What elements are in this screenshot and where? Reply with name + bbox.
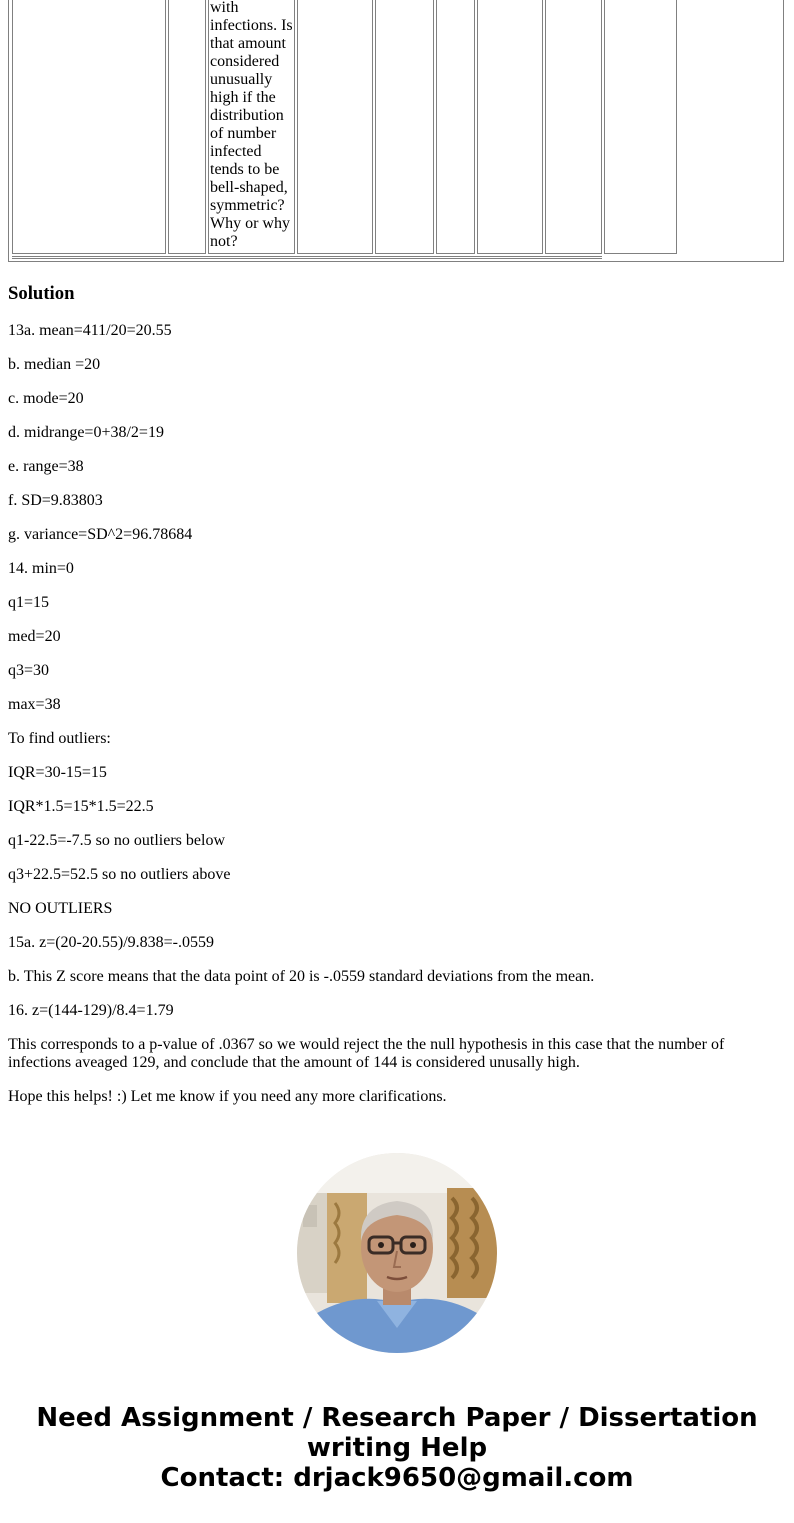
table-cell <box>604 0 677 254</box>
solution-line: q3+22.5=52.5 so no outliers above <box>8 866 231 883</box>
solution-line: med=20 <box>8 628 61 645</box>
solution-line: d. midrange=0+38/2=19 <box>8 424 164 441</box>
solution-line: IQR=30-15=15 <box>8 764 107 781</box>
promo-banner <box>0 1403 794 1493</box>
table-cell <box>477 0 543 254</box>
author-portrait-image <box>297 1153 497 1353</box>
author-avatar <box>297 1153 497 1353</box>
solution-line: IQR*1.5=15*1.5=22.5 <box>8 798 154 815</box>
question-text: with infections. Is that amount considered unusually high if the distribution of number infected tends to be bell-shaped, symmetric? Why or why not? <box>210 0 293 250</box>
solution-line: b. This Z score means that the data point of 20 is -.0559 standard deviations from the mean. <box>8 968 595 985</box>
solution-line: 15a. z=(20-20.55)/9.838=-.0559 <box>8 934 215 951</box>
table-cell <box>375 0 434 254</box>
table-cell-question <box>208 0 295 254</box>
table-cell <box>297 0 373 254</box>
solution-line: Hope this helps! :) Let me know if you need any more clarifications. <box>8 1088 447 1105</box>
solution-line: 13a. mean=411/20=20.55 <box>8 322 172 339</box>
solution-line: To find outliers: <box>8 730 111 747</box>
solution-line: This corresponds to a p-value of .0367 so we would reject the the null hypothesis in this case that the number of infections aveaged 129, and conclude that the amount of 144 is considered unusally high. <box>8 1036 725 1071</box>
solution-line: c. mode=20 <box>8 390 84 407</box>
question-table <box>8 0 784 262</box>
solution-body <box>8 322 784 1122</box>
banner-contact: Contact: drjack9650@gmail.com <box>160 1463 634 1493</box>
solution-line: 16. z=(144-129)/8.4=1.79 <box>8 1002 174 1019</box>
solution-line: f. SD=9.83803 <box>8 492 103 509</box>
solution-line: max=38 <box>8 696 61 713</box>
table-cell <box>436 0 475 254</box>
solution-heading: Solution <box>8 283 75 304</box>
solution-line: NO OUTLIERS <box>8 900 113 917</box>
table-cell <box>545 0 602 254</box>
table-cell <box>168 0 206 254</box>
solution-line: q1-22.5=-7.5 so no outliers below <box>8 832 225 849</box>
banner-headline: Need Assignment / Research Paper / Dissertation writing Help <box>36 1403 758 1463</box>
solution-line: b. median =20 <box>8 356 101 373</box>
solution-line: e. range=38 <box>8 458 84 475</box>
table-row-divider <box>12 256 602 259</box>
solution-line: g. variance=SD^2=96.78684 <box>8 526 193 543</box>
table-cell <box>12 0 166 254</box>
solution-line: q1=15 <box>8 594 50 611</box>
solution-line: 14. min=0 <box>8 560 74 577</box>
solution-line: q3=30 <box>8 662 50 679</box>
